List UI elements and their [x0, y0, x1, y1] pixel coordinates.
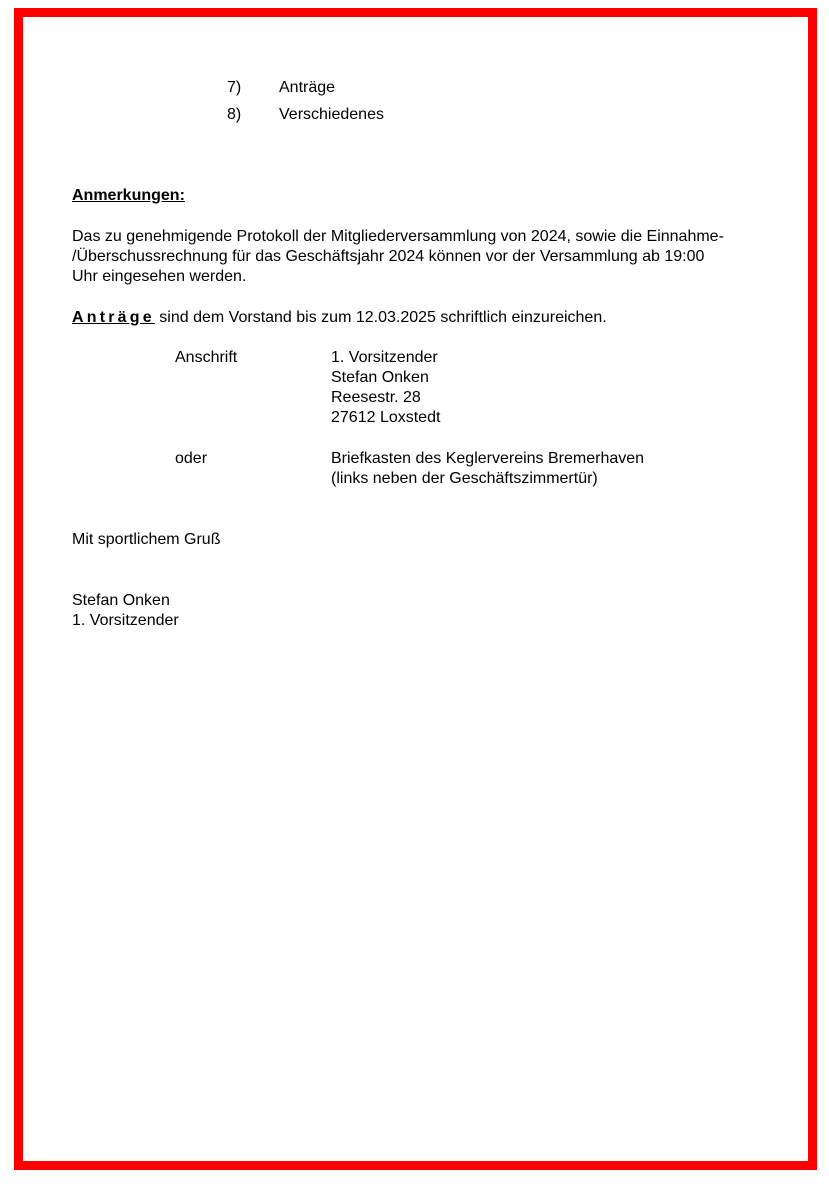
agenda-item-8-number: 8): [227, 106, 242, 123]
alternative-line-2: (links neben der Geschäftszimmertür): [331, 470, 598, 487]
alternative-line-1: Briefkasten des Keglervereins Bremerhaven: [331, 450, 645, 467]
remarks-line-2: /Überschussrechnung für das Geschäftsjahr 2024 können vor der Versammlung ab 19:00: [72, 248, 705, 265]
closing-greeting: Mit sportlichem Gruß: [72, 531, 221, 548]
address-block: [331, 348, 440, 428]
agenda-item-7-title: Anträge: [279, 79, 336, 96]
signature-role: 1. Vorsitzender: [72, 612, 179, 629]
remarks-line-1: Das zu genehmigende Protokoll der Mitgliederversammlung von 2024, sowie die Einnahme-: [72, 228, 724, 245]
alternative-block: [331, 449, 644, 489]
agenda-item-8-title: Verschiedenes: [279, 106, 384, 123]
address-line-3: Reesestr. 28: [331, 389, 421, 406]
antraege-text: sind dem Vorstand bis zum 12.03.2025 schriftlich einzureichen.: [154, 309, 607, 326]
address-line-2: Stefan Onken: [331, 369, 429, 386]
remarks-line-3: Uhr eingesehen werden.: [72, 268, 247, 285]
antraege-sentence: [72, 308, 607, 328]
agenda-item-7-number: 7): [227, 79, 242, 96]
remarks-paragraph: [72, 227, 802, 287]
address-line-1: 1. Vorsitzender: [331, 349, 438, 366]
remarks-heading: Anmerkungen:: [72, 187, 185, 204]
address-label: Anschrift: [175, 349, 238, 366]
signature-name: Stefan Onken: [72, 592, 170, 609]
alternative-label: oder: [175, 450, 208, 467]
address-line-4: 27612 Loxstedt: [331, 409, 441, 426]
page-frame: [14, 8, 817, 1170]
antraege-label: Anträge: [72, 309, 155, 326]
